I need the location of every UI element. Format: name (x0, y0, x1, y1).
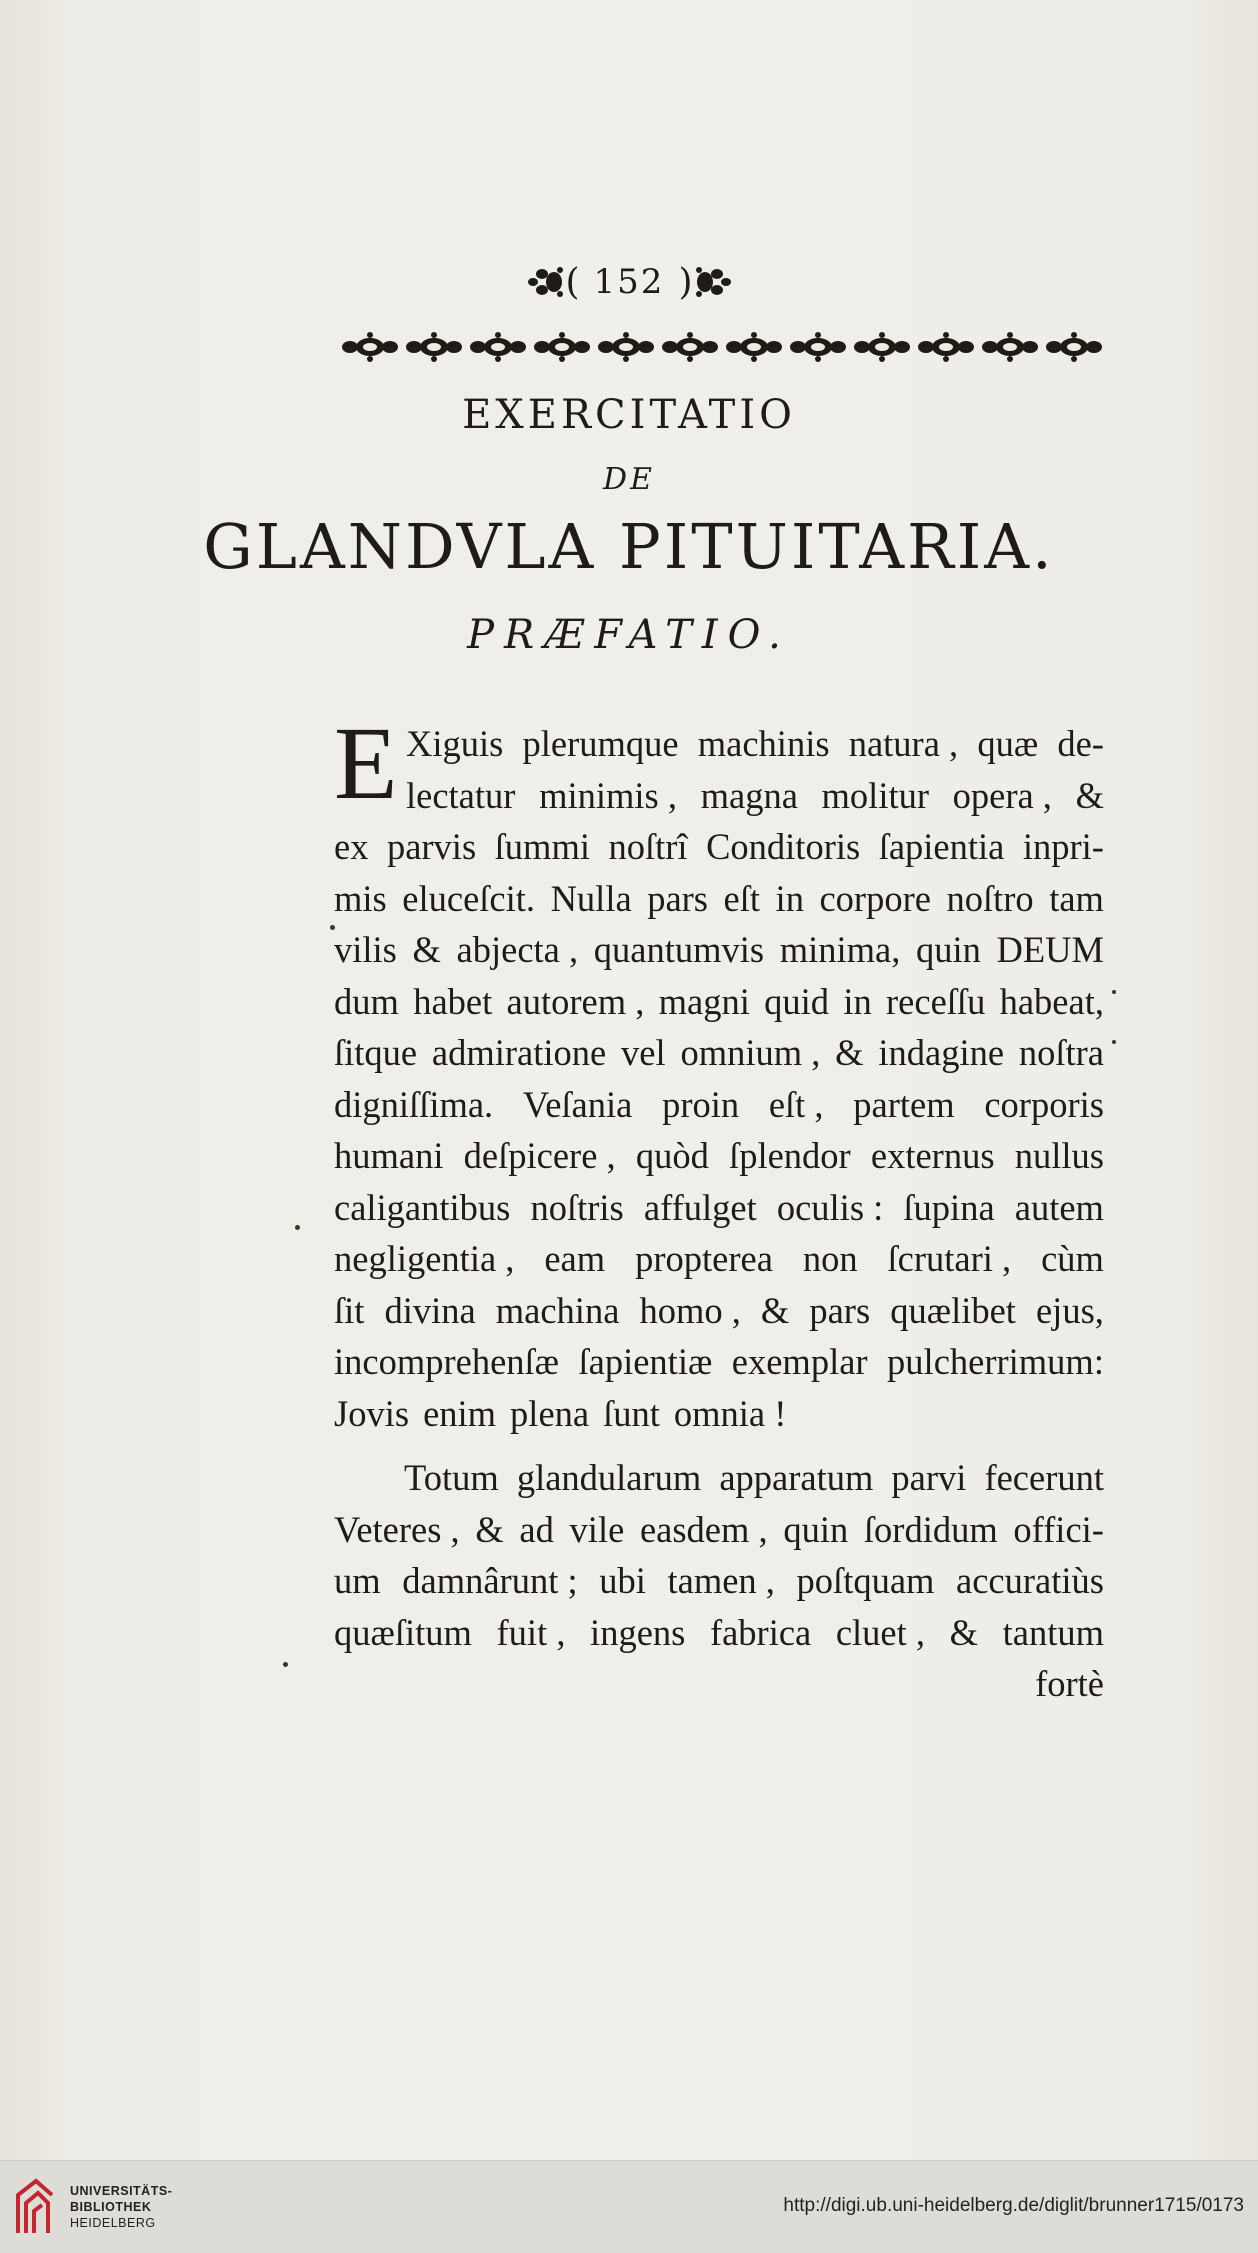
word: parvis (386, 826, 477, 867)
word: fuit , (496, 1611, 566, 1653)
text-line (334, 1452, 1104, 1504)
word: ſcrutari , (887, 1238, 1012, 1279)
word: fecerunt (984, 1457, 1104, 1498)
word: noſtro (946, 877, 1034, 919)
paren-open: ( (565, 261, 580, 303)
word: magna (700, 774, 798, 816)
word: eam (544, 1238, 606, 1279)
word: quid (764, 980, 830, 1022)
word: oculis : (776, 1186, 884, 1228)
drop-cap: E (334, 706, 398, 821)
word: autem (1014, 1186, 1104, 1228)
word: habeat, (999, 980, 1104, 1022)
word: de- (1057, 723, 1104, 764)
library-logo-icon (12, 2175, 58, 2237)
word: minimis , (539, 774, 677, 816)
word: ſapientiæ (578, 1341, 713, 1382)
text-line (334, 1027, 1104, 1079)
word: inpri- (1022, 826, 1104, 867)
word: tam (1049, 877, 1104, 919)
word: quantumvis (593, 929, 765, 970)
word: incomprehenſæ (334, 1341, 560, 1382)
word: affulget (643, 1186, 757, 1228)
text-line (334, 1182, 1104, 1234)
word: partem (853, 1083, 955, 1125)
word: accuratiùs (956, 1560, 1104, 1601)
word: noſtra (1018, 1032, 1104, 1073)
text-line (334, 976, 1104, 1028)
word: fortè (1035, 1663, 1104, 1704)
word: in (775, 877, 804, 919)
word: proin (662, 1083, 740, 1125)
fleuron-left-icon (526, 264, 566, 300)
ornament-band-icon (338, 330, 1106, 364)
word: eſt (723, 877, 761, 919)
word: opera , (952, 774, 1052, 816)
word: pars (647, 877, 708, 919)
word: corporis (984, 1083, 1104, 1125)
word: magni (658, 980, 750, 1022)
word: deſpicere , (463, 1135, 616, 1176)
word: DEUM (996, 929, 1104, 970)
ink-speck (295, 1225, 300, 1230)
word: enim (423, 1392, 497, 1434)
text-line (334, 1555, 1104, 1607)
word: ſunt (603, 1392, 660, 1434)
word: humani (334, 1135, 444, 1176)
paragraph-2 (334, 1452, 1104, 1710)
word: vilis (334, 929, 397, 970)
word: ſit (334, 1289, 365, 1331)
word: habet (413, 980, 493, 1022)
word: tantum (1002, 1611, 1104, 1653)
word: offici- (1013, 1508, 1104, 1550)
word: exemplar (731, 1341, 868, 1382)
text-line (334, 1130, 1104, 1182)
text-line (334, 873, 1104, 925)
word: cluet , (835, 1611, 926, 1653)
word: vel (621, 1032, 666, 1073)
word: & (1075, 774, 1104, 816)
text-line (334, 1607, 1104, 1659)
word: divina (384, 1289, 476, 1331)
word: molitur (821, 774, 929, 816)
word: & (412, 929, 441, 970)
word: digniſſima. (334, 1083, 494, 1125)
word: ſordidum (863, 1508, 998, 1550)
word: ex (334, 826, 369, 867)
word: machina (495, 1289, 620, 1331)
word: pars (809, 1289, 871, 1331)
word: easdem , (639, 1508, 768, 1550)
word: ingens (590, 1611, 686, 1653)
word: eſt , (768, 1083, 824, 1125)
word: Nulla (550, 877, 632, 919)
source-url[interactable]: http://digi.ub.uni-heidelberg.de/diglit/brunner1715/0173 (783, 2195, 1244, 2216)
word: quæſitum (334, 1611, 472, 1653)
text-line (334, 1658, 1104, 1710)
word: ad (519, 1508, 554, 1550)
word: eluceſcit. (402, 877, 536, 919)
ink-speck (330, 925, 335, 930)
word: parvi (891, 1457, 967, 1498)
word: damnârunt ; (402, 1560, 578, 1601)
word: quòd (635, 1135, 709, 1176)
word: vile (569, 1508, 625, 1550)
word: homo , (639, 1289, 741, 1331)
word: tamen , (667, 1560, 775, 1601)
title-de: DE (603, 462, 655, 497)
word: minima, (779, 929, 901, 970)
text-line (334, 924, 1104, 976)
word: quæ (977, 723, 1039, 764)
title-praefatio: PRÆFATIO. (467, 612, 791, 658)
word: um (334, 1560, 381, 1601)
word: Xiguis (406, 723, 504, 764)
word: ſapientia (878, 826, 1005, 867)
word: ubi (599, 1560, 646, 1601)
word: noſtrî (608, 826, 688, 867)
text-line (334, 1079, 1104, 1131)
word: & (835, 1032, 864, 1073)
running-header (0, 262, 1258, 302)
word: & (760, 1289, 790, 1331)
title-glandula-pituitaria: GLANDVLA PITUITARIA. (203, 510, 1055, 583)
word: apparatum (719, 1457, 874, 1498)
library-footer (0, 2160, 1258, 2253)
word: quin (915, 929, 981, 970)
word: mis (334, 877, 387, 919)
word: plerumque (522, 723, 679, 764)
word: quælibet (890, 1289, 1016, 1331)
word: noſtris (530, 1186, 624, 1228)
word: Jovis (334, 1392, 410, 1434)
word: dum (334, 980, 399, 1022)
ink-speck (1112, 1040, 1116, 1044)
library-name: UNIVERSITÄTS- BIBLIOTHEK HEIDELBERG (70, 2184, 173, 2230)
word: autorem , (506, 980, 645, 1022)
word: Veteres , (334, 1508, 460, 1550)
word: indagine (878, 1032, 1005, 1073)
word: Totum (404, 1457, 499, 1498)
word: ſupina (903, 1186, 995, 1228)
text-line (334, 718, 1104, 770)
word: omnium , (680, 1032, 821, 1073)
word: machinis (697, 723, 830, 764)
word: & (475, 1508, 504, 1550)
word: abjecta , (456, 929, 579, 970)
word: & (949, 1611, 979, 1653)
word: lectatur (406, 774, 516, 816)
title-exercitatio: EXERCITATIO (462, 392, 796, 438)
word: externus (870, 1135, 995, 1176)
word: negligentia , (334, 1238, 515, 1279)
ink-speck (283, 1662, 288, 1667)
word: corpore (819, 877, 931, 919)
fleuron-right-icon (693, 264, 733, 300)
text-line (334, 1233, 1104, 1285)
word: plena (510, 1392, 590, 1434)
word: quin (783, 1508, 849, 1550)
word: ſplendor (729, 1135, 851, 1176)
text-line (334, 770, 1104, 822)
word: caligantibus (334, 1186, 511, 1228)
word: natura , (848, 723, 959, 764)
text-line (334, 1285, 1104, 1337)
text-line (334, 1336, 1104, 1388)
word: propterea (635, 1238, 773, 1279)
word: Conditoris (706, 826, 861, 867)
word: non (802, 1238, 858, 1279)
word: Veſania (522, 1083, 633, 1125)
word: ejus, (1035, 1289, 1104, 1331)
word: in (843, 980, 872, 1022)
paren-close: ) (678, 261, 693, 303)
word: poſtquam (796, 1560, 935, 1601)
text-line (334, 1388, 1104, 1440)
word: pulcherrimum: (887, 1341, 1104, 1382)
ink-speck (1112, 990, 1116, 994)
word: glandularum (516, 1457, 702, 1498)
word: ſitque (334, 1032, 418, 1073)
word: fabrica (709, 1611, 812, 1653)
word: ſummi (494, 826, 590, 867)
word: nullus (1014, 1135, 1104, 1176)
paragraph-1 (334, 718, 1104, 1439)
text-line (334, 821, 1104, 873)
word: cùm (1041, 1238, 1104, 1279)
word: omnia ! (673, 1392, 787, 1434)
page-number: 152 (593, 262, 665, 302)
word: admiratione (431, 1032, 607, 1073)
word: receſſu (886, 980, 986, 1022)
text-line (334, 1504, 1104, 1556)
